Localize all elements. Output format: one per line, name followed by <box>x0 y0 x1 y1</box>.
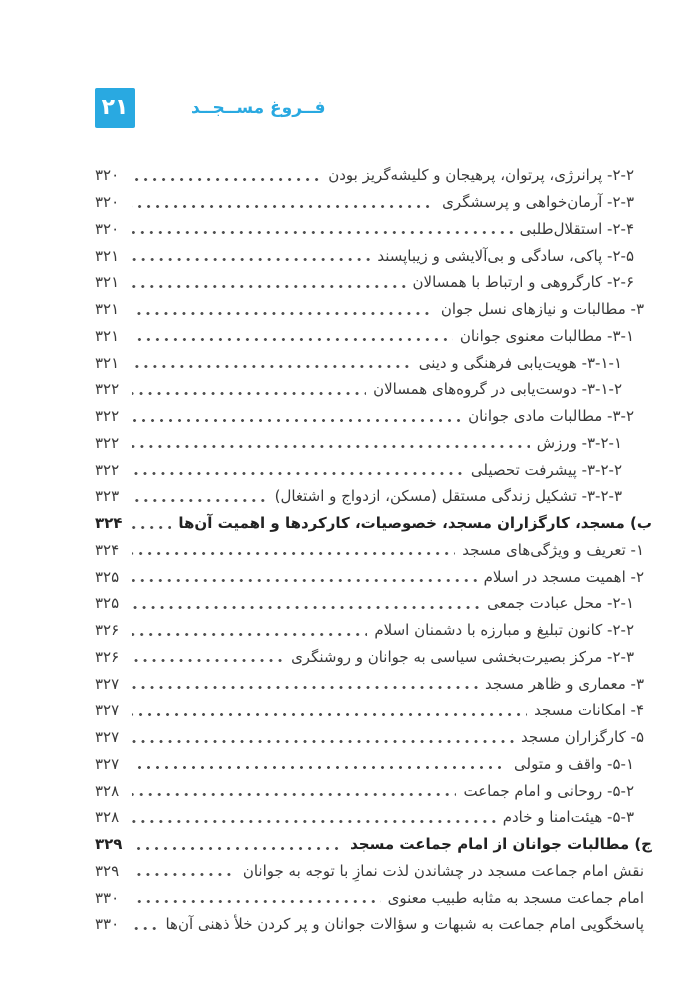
toc-entry-page-number: ۳۲۲ <box>95 407 120 426</box>
toc-entry-title: پاسخگویی امام جماعت به شبهات و سؤالات جوانان و پر کردن خلأ ذهنی آن‌ها <box>165 915 644 934</box>
toc-entry-title: ج) مطالبات جوانان از امام جماعت مسجد <box>350 835 652 854</box>
toc-entry-page-number: ۳۲۰ <box>95 166 120 185</box>
toc-entry <box>95 216 652 243</box>
toc-leader-dots <box>132 311 434 316</box>
toc-entry-title: ۲-۱- محل عبادت جمعی <box>487 594 634 613</box>
toc-leader-dots <box>132 177 321 182</box>
toc-entry-page-number: ۳۲۸ <box>95 781 120 800</box>
toc-leader-dots <box>132 444 530 449</box>
toc-entry-page-number: ۳۲۷ <box>95 754 120 773</box>
toc-leader-dots <box>132 765 507 770</box>
toc-entry <box>95 349 652 376</box>
toc-entry-title: ۲-۲- کانون تبلیغ و مبارزه با دشمنان اسلام <box>374 621 634 640</box>
toc-entry-page-number: ۳۲۰ <box>95 193 120 212</box>
toc-leader-dots <box>132 899 381 904</box>
toc-entry-title: ۲-۳- مرکز بصیرت‌بخشی سیاسی به جوانان و روشنگری <box>291 647 634 666</box>
toc-entry-title: ۵- کارگزاران مسجد <box>521 728 644 747</box>
toc-entry-title: ۱- تعریف و ویژگی‌های مسجد <box>462 540 644 559</box>
toc-entry-title: ۲-۵- پاکی، سادگی و بی‌آلایشی و زیباپسند <box>377 246 634 265</box>
toc-entry-page-number: ۳۲۸ <box>95 808 120 827</box>
toc-entry-page-number: ۳۲۲ <box>95 460 120 479</box>
toc-entry-page-number: ۳۳۰ <box>95 915 120 934</box>
toc-leader-dots <box>132 712 527 717</box>
toc-leader-dots <box>132 284 406 289</box>
toc-leader-dots <box>132 337 453 342</box>
toc-entry-title: امام جماعت مسجد به مثابه طبیب معنوی <box>387 888 644 907</box>
toc-leader-dots <box>132 685 478 690</box>
toc-entry-page-number: ۳۲۱ <box>95 273 120 292</box>
toc-entry <box>95 563 652 590</box>
toc-entry-title: ۳-۲-۲- پیشرفت تحصیلی <box>470 460 622 479</box>
toc-leader-dots <box>132 605 480 610</box>
toc-entry-page-number: ۳۲۱ <box>95 246 120 265</box>
toc-entry-title: ۳-۲-۱- ورزش <box>536 433 622 452</box>
toc-entry-title: ۳-۲-۳- تشکیل زندگی مستقل (مسکن، ازدواج و اشتغال) <box>274 487 622 506</box>
toc-entry-page-number: ۳۲۵ <box>95 594 120 613</box>
toc-entry <box>95 644 652 671</box>
toc-entry-title: ۳- معماری و ظاهر مسجد <box>485 674 644 693</box>
toc-entry-title: ۲-۶- کارگروهی و ارتباط با همسالان <box>412 273 634 292</box>
toc-entry-title: ۳-۱- مطالبات معنوی جوانان <box>459 326 634 345</box>
toc-entry <box>95 670 652 697</box>
toc-entry-page-number: ۳۲۱ <box>95 300 120 319</box>
toc-leader-dots <box>132 926 158 931</box>
toc-entry-page-number: ۳۲۶ <box>95 621 120 640</box>
toc-entry-page-number: ۳۲۱ <box>95 326 120 345</box>
toc-entry-title: ۲-۴- استقلال‌طلبی <box>519 219 634 238</box>
toc-entry-title: ۵-۲- روحانی و امام جماعت <box>463 781 634 800</box>
toc-entry <box>95 884 652 911</box>
toc-entry <box>95 430 652 457</box>
toc-entry-page-number: ۳۲۵ <box>95 567 120 586</box>
toc-entry <box>95 242 652 269</box>
toc-entry-title: ۵-۱- واقف و متولی <box>514 754 634 773</box>
toc-leader-dots <box>132 418 461 423</box>
table-of-contents <box>95 162 652 938</box>
toc-entry-page-number: ۳۲۷ <box>95 701 120 720</box>
toc-leader-dots <box>132 257 370 262</box>
book-title: فــروغ مســجــد <box>191 98 326 118</box>
toc-entry-title: ۳-۲- مطالبات مادی جوانان <box>468 407 634 426</box>
toc-entry-page-number: ۳۲۷ <box>95 728 120 747</box>
toc-entry <box>95 911 652 938</box>
toc-entry-page-number: ۳۲۳ <box>95 487 120 506</box>
toc-leader-dots <box>132 204 435 209</box>
toc-leader-dots <box>132 819 496 824</box>
toc-entry-page-number: ۳۳۰ <box>95 888 120 907</box>
toc-leader-dots <box>132 792 456 797</box>
page-number: ۲۱ <box>101 95 129 120</box>
toc-entry-page-number: ۳۲۷ <box>95 674 120 693</box>
toc-entry-title: ۵-۳- هیئت‌امنا و خادم <box>502 808 634 827</box>
toc-entry <box>95 510 652 537</box>
toc-entry-page-number: ۳۲۲ <box>95 433 120 452</box>
toc-entry-title: ۲- اهمیت مسجد در اسلام <box>483 567 644 586</box>
toc-entry <box>95 804 652 831</box>
toc-leader-dots <box>132 364 412 369</box>
toc-entry <box>95 483 652 510</box>
toc-entry <box>95 403 652 430</box>
toc-entry <box>95 162 652 189</box>
toc-entry <box>95 697 652 724</box>
toc-leader-dots <box>132 391 366 396</box>
toc-entry <box>95 189 652 216</box>
toc-leader-dots <box>132 846 343 851</box>
toc-entry <box>95 296 652 323</box>
toc-entry <box>95 269 652 296</box>
toc-entry-title: ۳-۱-۱- هویت‌یابی فرهنگی و دینی <box>418 353 622 372</box>
toc-entry <box>95 831 652 858</box>
running-header <box>95 88 326 128</box>
toc-entry <box>95 323 652 350</box>
toc-entry <box>95 724 652 751</box>
toc-entry-title: نقش امام جماعت مسجد در چشاندن لذت نمازِ با توجه به جوانان <box>242 861 644 880</box>
toc-entry <box>95 858 652 885</box>
toc-entry-page-number: ۳۲۲ <box>95 380 120 399</box>
toc-entry-page-number: ۳۲۴ <box>95 540 120 559</box>
toc-entry-page-number: ۳۲۴ <box>95 514 123 533</box>
toc-leader-dots <box>132 658 284 663</box>
toc-leader-dots <box>132 498 268 503</box>
toc-entry-title: ۳- مطالبات و نیازهای نسل جوان <box>440 300 644 319</box>
toc-entry-title: ۳-۱-۲- دوست‌یابی در گروه‌های همسالان <box>373 380 622 399</box>
toc-entry-page-number: ۳۲۶ <box>95 647 120 666</box>
toc-entry-title: ۴- امکانات مسجد <box>534 701 644 720</box>
toc-leader-dots <box>132 230 513 235</box>
toc-entry <box>95 777 652 804</box>
toc-leader-dots <box>132 632 367 637</box>
toc-leader-dots <box>132 872 236 877</box>
toc-entry <box>95 617 652 644</box>
toc-leader-dots <box>132 739 514 744</box>
toc-entry <box>95 751 652 778</box>
toc-entry <box>95 376 652 403</box>
toc-entry-page-number: ۳۲۹ <box>95 861 120 880</box>
toc-entry-title: ۲-۳- آرمان‌خواهی و پرسشگری <box>442 193 634 212</box>
toc-entry <box>95 537 652 564</box>
toc-entry <box>95 456 652 483</box>
toc-entry-page-number: ۳۲۱ <box>95 353 120 372</box>
toc-entry-page-number: ۳۲۰ <box>95 219 120 238</box>
toc-entry-title: ۲-۲- پرانرژی، پرتوان، پرهیجان و کلیشه‌گریز بودن <box>328 166 634 185</box>
toc-leader-dots <box>132 551 455 556</box>
page-number-box <box>95 88 135 128</box>
toc-leader-dots <box>132 525 171 530</box>
toc-leader-dots <box>132 578 477 583</box>
toc-entry-page-number: ۳۲۹ <box>95 835 123 854</box>
toc-entry <box>95 590 652 617</box>
toc-leader-dots <box>132 471 464 476</box>
toc-entry-title: ب) مسجد، کارگزاران مسجد، خصوصیات، کارکردها و اهمیت آن‌ها <box>178 514 652 533</box>
